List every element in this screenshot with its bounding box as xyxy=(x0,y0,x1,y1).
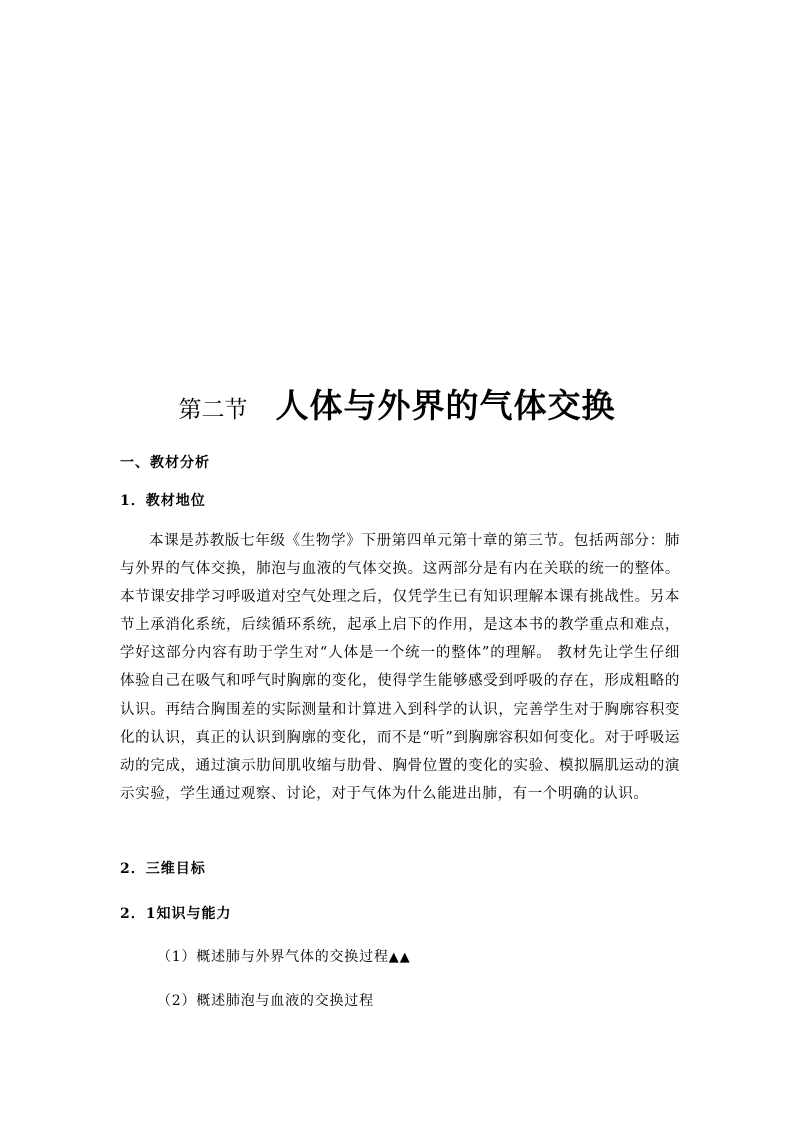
heading-textbook-position: 1．教材地位 xyxy=(120,493,206,509)
objective-item xyxy=(157,946,411,966)
heading-three-dimensional-goals: 2．三维目标 xyxy=(120,861,206,877)
heading-textbook-analysis: 一、教材分析 xyxy=(120,455,210,471)
section-name: 人体与外界的气体交换 xyxy=(275,386,616,425)
body-paragraph-container xyxy=(120,527,680,808)
body-paragraph: 本课是苏教版七年级《生物学》下册第四单元第十章的第三节。包括两部分：肺与外界的气体交换，肺泡与血液的气体交换。这两部分是有内在关联的统一的整体。本节课安排学习呼吸道对空气处理之后，仅凭学生已有知识理解本课有挑战性。另本节上承消化系统，后续循环系统，起承上启下的作用，是这本书的教学重点和难点，学好这部分内容有助于学生对“人体是一个统一的整体”的理解。 教材先让学生仔细体验自己在吸气和呼气时胸廓的变化，使得学生能够感受到呼吸的存在，形成粗略的认识。再结合胸围差的实际测量和计算进入到科学的认识，完善学生对于胸廓容积变化的认识，真正的认识到胸廓的变化，而不是“听”到胸廓容积如何变化。对于呼吸运动的完成，通过演示肋间肌收缩与肋骨、胸骨位置的变化的实验、模拟膈肌运动的演示实验，学生通过观察、讨论，对于气体为什么能进出肺，有一个明确的认识。 xyxy=(120,533,680,802)
section-number: 第二节 xyxy=(178,397,248,423)
objective-item xyxy=(157,990,374,1010)
heading-knowledge-and-ability: 2．1知识与能力 xyxy=(120,906,232,922)
page-title xyxy=(0,380,794,427)
emphasis-triangles: ▲▲ xyxy=(388,950,411,965)
objective-text: （2）概述肺泡与血液的交换过程 xyxy=(157,993,374,1009)
objective-text: （1）概述肺与外界气体的交换过程 xyxy=(157,949,389,965)
